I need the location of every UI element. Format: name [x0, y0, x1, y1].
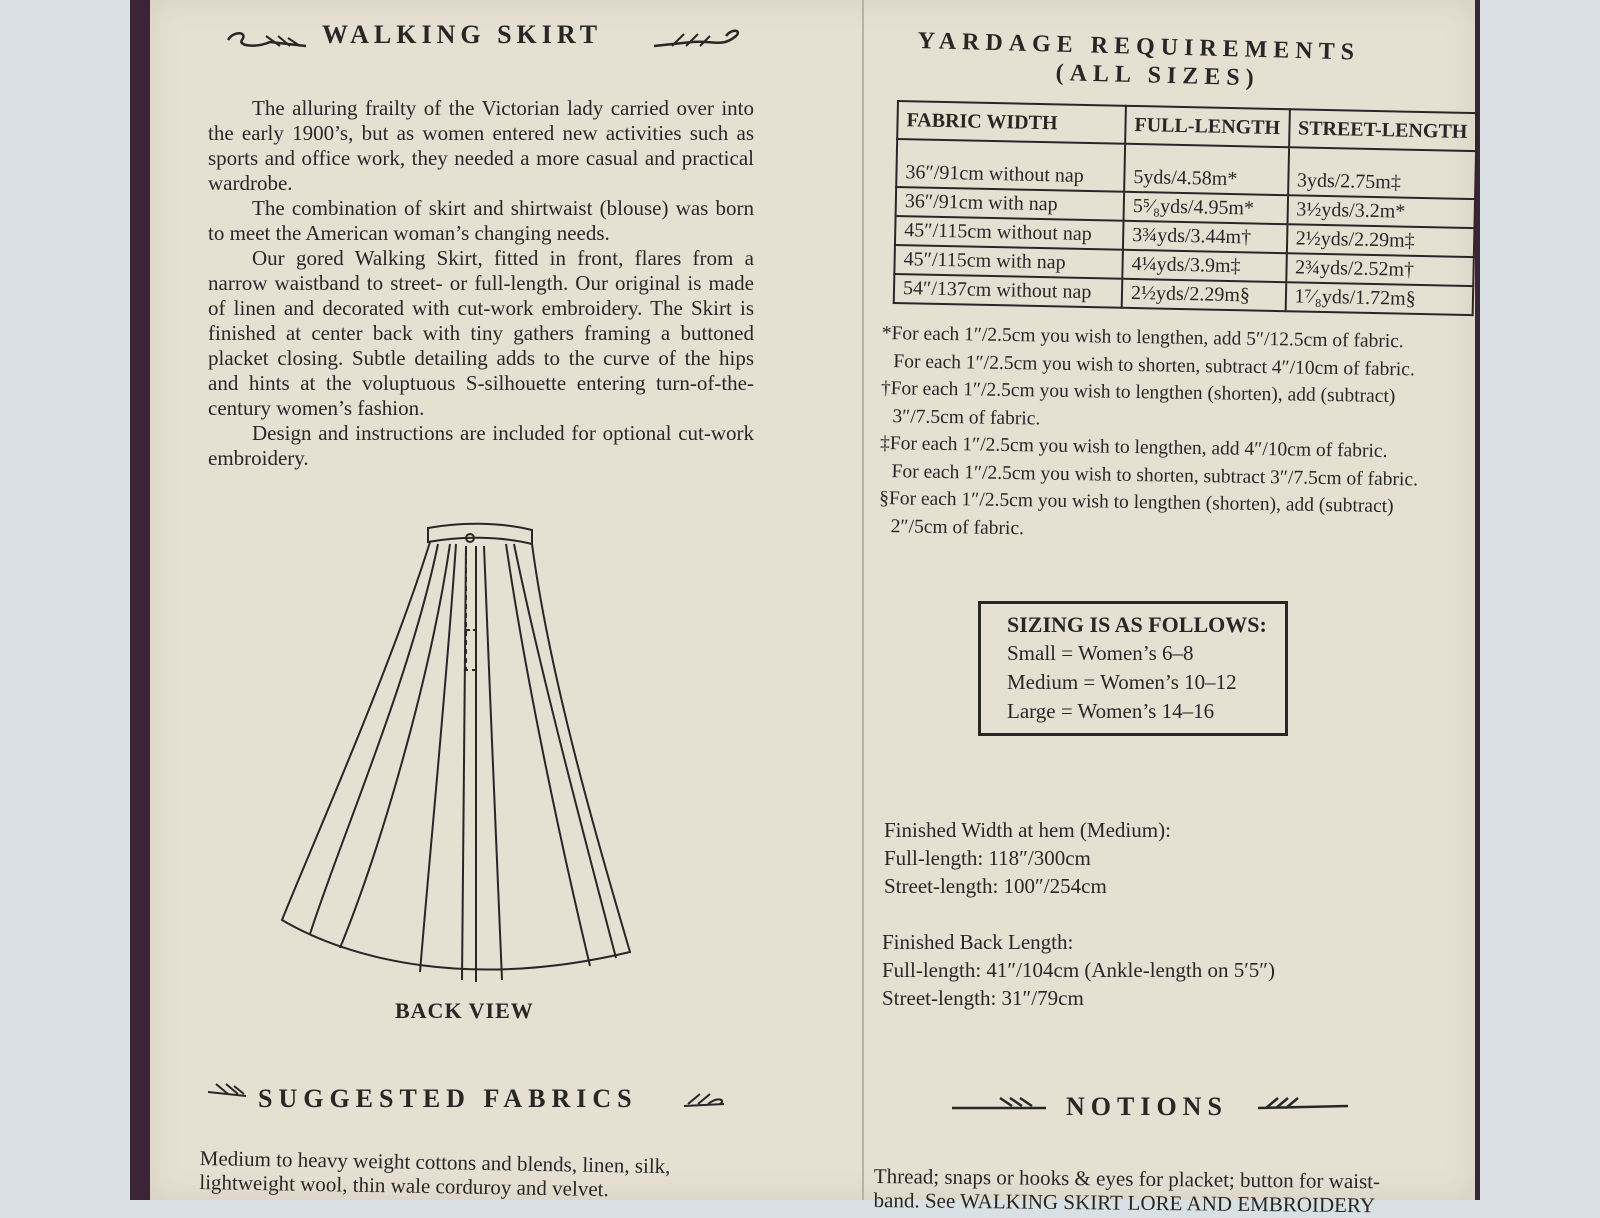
center-fold [862, 0, 864, 1200]
table-cell: 1⁷⁄₈yds/1.72m§ [1285, 282, 1473, 315]
notions-line: band. See WALKING SKIRT LORE AND EMBROIDERY [873, 1187, 1376, 1218]
yardage-footnotes [879, 320, 1442, 549]
column-header: FULL-LENGTH [1125, 106, 1289, 147]
table-cell: 36″/91cm with nap [896, 187, 1125, 221]
sizing-title: SIZING IS AS FOLLOWS: [1007, 612, 1267, 637]
sizing-line: Large = Women’s 14–16 [1007, 699, 1215, 723]
skirt-back-view-illustration [270, 520, 640, 990]
finished-back-street: Street-length: 31″/79cm [882, 986, 1084, 1010]
illustration-caption: BACK VIEW [395, 998, 534, 1023]
finished-back-full: Full-length: 41″/104cm (Ankle-length on 5′5″) [882, 958, 1276, 982]
notions-text [873, 1164, 1473, 1218]
finished-width-title: Finished Width at hem (Medium): [884, 818, 1171, 842]
description-paragraph: Design and instructions are included for optional cut-work embroidery. [208, 421, 754, 470]
walking-skirt-description [208, 96, 754, 471]
yardage-title: YARDAGE REQUIREMENTS [917, 28, 1361, 66]
finished-width-street: Street-length: 100″/254cm [884, 874, 1107, 898]
right-flourish-icon [1256, 1094, 1352, 1114]
left-flourish-icon [226, 26, 310, 52]
table-cell: 45″/115cm with nap [894, 245, 1123, 279]
table-cell: 45″/115cm without nap [895, 216, 1124, 250]
table-cell: 4¼yds/3.9m‡ [1122, 250, 1286, 282]
finished-back-title: Finished Back Length: [882, 930, 1074, 954]
left-flourish-icon [206, 1080, 250, 1104]
right-flourish-icon [682, 1090, 728, 1112]
notions-title: NOTIONS [1066, 1092, 1228, 1121]
footnote-line: †For each 1″/2.5cm you wish to lengthen (shorten), add (subtract) [880, 377, 1396, 408]
yardage-table [893, 100, 1478, 316]
footnote-line: *For each 1″/2.5cm you wish to lengthen, add 5″/12.5cm of fabric. [881, 322, 1404, 353]
footnote-line: For each 1″/2.5cm you wish to shorten, subtract 3″/7.5cm of fabric. [891, 460, 1419, 490]
table-cell: 54″/137cm without nap [894, 274, 1123, 308]
description-paragraph: The alluring frailty of the Victorian lady carried over into the early 1900’s, but as women entered new activities such as sports and office work, they needed a more casual and practical wardrobe. [208, 96, 754, 195]
sizing-line: Medium = Women’s 10–12 [1007, 670, 1237, 694]
walking-skirt-title: WALKING SKIRT [322, 20, 603, 49]
fabrics-line: lightweight wool, thin wale corduroy and velvet. [199, 1169, 609, 1202]
table-cell: 3¾yds/3.44m† [1123, 221, 1287, 253]
column-header: STREET-LENGTH [1289, 109, 1477, 151]
table-cell: 2¾yds/2.52m† [1286, 253, 1474, 286]
finished-width-block [884, 816, 1171, 900]
right-flourish-icon [652, 26, 744, 52]
finished-back-block [882, 928, 1275, 1012]
table-cell: 2½yds/2.29m‡ [1286, 224, 1474, 257]
column-header: FABRIC WIDTH [897, 101, 1126, 144]
table-cell: 3½yds/3.2m* [1287, 195, 1475, 228]
yardage-subtitle: (ALL SIZES) [1055, 60, 1260, 92]
footnote-line: ‡For each 1″/2.5cm you wish to lengthen, add 4″/10cm of fabric. [879, 432, 1388, 462]
description-paragraph: The combination of skirt and shirtwaist (blouse) was born to meet the American woman’s changing needs. [208, 196, 754, 245]
notions-line: Thread; snaps or hooks & eyes for placket; button for waist- [873, 1164, 1381, 1194]
footnote-line: §For each 1″/2.5cm you wish to lengthen (shorten), add (subtract) [879, 487, 1394, 518]
footnote-line: 3″/7.5cm of fabric. [892, 405, 1041, 429]
left-flourish-icon [950, 1094, 1050, 1114]
finished-width-full: Full-length: 118″/300cm [884, 846, 1091, 870]
footnote-line: For each 1″/2.5cm you wish to shorten, subtract 4″/10cm of fabric. [893, 350, 1415, 380]
suggested-fabrics-text [199, 1146, 760, 1204]
footnote-line: 2″/5cm of fabric. [890, 515, 1025, 539]
table-cell: 3yds/2.75m‡ [1288, 147, 1476, 199]
table-cell: 5yds/4.58m* [1124, 144, 1289, 195]
table-cell: 36″/91cm without nap [896, 139, 1125, 192]
table-cell: 5⁵⁄₈yds/4.95m* [1124, 192, 1288, 224]
fabrics-line: Medium to heavy weight cottons and blends, linen, silk, [199, 1146, 671, 1179]
sizing-box [978, 601, 1288, 736]
sizing-line: Small = Women’s 6–8 [1007, 641, 1194, 665]
description-paragraph: Our gored Walking Skirt, fitted in front, flares from a narrow waistband to street- or full-length. Our original is made of linen and decorated with cut-work embroidery. The Skirt is finished at center back with tiny gathers framing a buttoned placket closing. Subtle detailing adds to the curve of the hips and hints at the voluptuous S-silhouette entering turn-of-the-century women’s fashion. [208, 246, 754, 420]
table-cell: 2½yds/2.29m§ [1122, 279, 1286, 311]
suggested-fabrics-title: SUGGESTED FABRICS [258, 1084, 638, 1113]
